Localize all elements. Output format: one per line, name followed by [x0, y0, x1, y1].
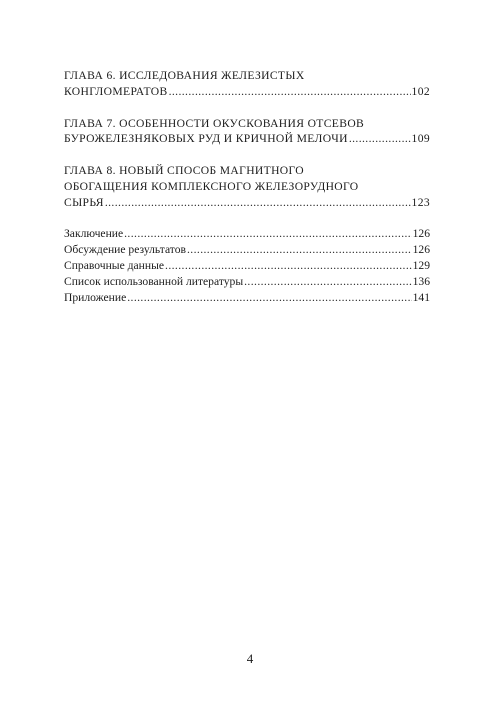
toc-entry-page: 136: [412, 275, 430, 288]
toc-entry-title: Заключение: [64, 227, 124, 240]
toc-entry-title: БУРОЖЕЛЕЗНЯКОВЫХ РУД И КРИЧНОЙ МЕЛОЧИ: [64, 132, 348, 145]
toc-entry-bibliography[interactable]: [64, 274, 430, 290]
toc-entry-page: 109: [411, 132, 430, 145]
leader-dots: [349, 131, 411, 147]
leader-dots: [124, 226, 411, 242]
leader-dots: [165, 258, 412, 274]
toc-entry-conclusion[interactable]: [64, 226, 430, 242]
toc-entry-page: 126: [412, 243, 430, 256]
toc-entry-reference-data[interactable]: [64, 258, 430, 274]
toc-entry-title: Обсуждение результатов: [64, 243, 186, 256]
toc-entry-title: Список использованной литературы: [64, 275, 244, 288]
leader-dots: [187, 242, 412, 258]
toc-chapter-8-line-2: ОБОГАЩЕНИЯ КОМПЛЕКСНОГО ЖЕЛЕЗОРУДНОГО: [64, 180, 359, 193]
leader-dots: [169, 84, 411, 100]
toc-entry-title: Приложение: [64, 291, 127, 304]
leader-dots: [105, 195, 411, 211]
toc-entry-page: 141: [412, 291, 430, 304]
toc-entry-chapter-7[interactable]: [64, 131, 430, 147]
toc-chapter-7-line-1: ГЛАВА 7. ОСОБЕННОСТИ ОКУСКОВАНИЯ ОТСЕВОВ: [64, 117, 365, 130]
toc-entry-page: 126: [412, 227, 430, 240]
toc-entry-page: 102: [411, 85, 430, 98]
toc-entry-appendix[interactable]: [64, 290, 430, 306]
toc-entry-page: 129: [412, 259, 430, 272]
page-number: 4: [246, 651, 254, 666]
toc-chapter-8-line-1: ГЛАВА 8. НОВЫЙ СПОСОБ МАГНИТНОГО: [64, 164, 305, 177]
toc-entry-chapter-6[interactable]: [64, 84, 430, 100]
leader-dots: [127, 290, 411, 306]
toc-entry-discussion[interactable]: [64, 242, 430, 258]
toc-chapter-6-line-1: ГЛАВА 6. ИССЛЕДОВАНИЯ ЖЕЛЕЗИСТЫХ: [64, 69, 305, 82]
toc-entry-title: КОНГЛОМЕРАТОВ: [64, 85, 168, 98]
toc-entry-page: 123: [411, 196, 430, 209]
toc-entry-title: Справочные данные: [64, 259, 165, 272]
toc-entry-title: СЫРЬЯ: [64, 196, 104, 209]
leader-dots: [244, 274, 411, 290]
toc-entry-chapter-8[interactable]: [64, 195, 430, 211]
